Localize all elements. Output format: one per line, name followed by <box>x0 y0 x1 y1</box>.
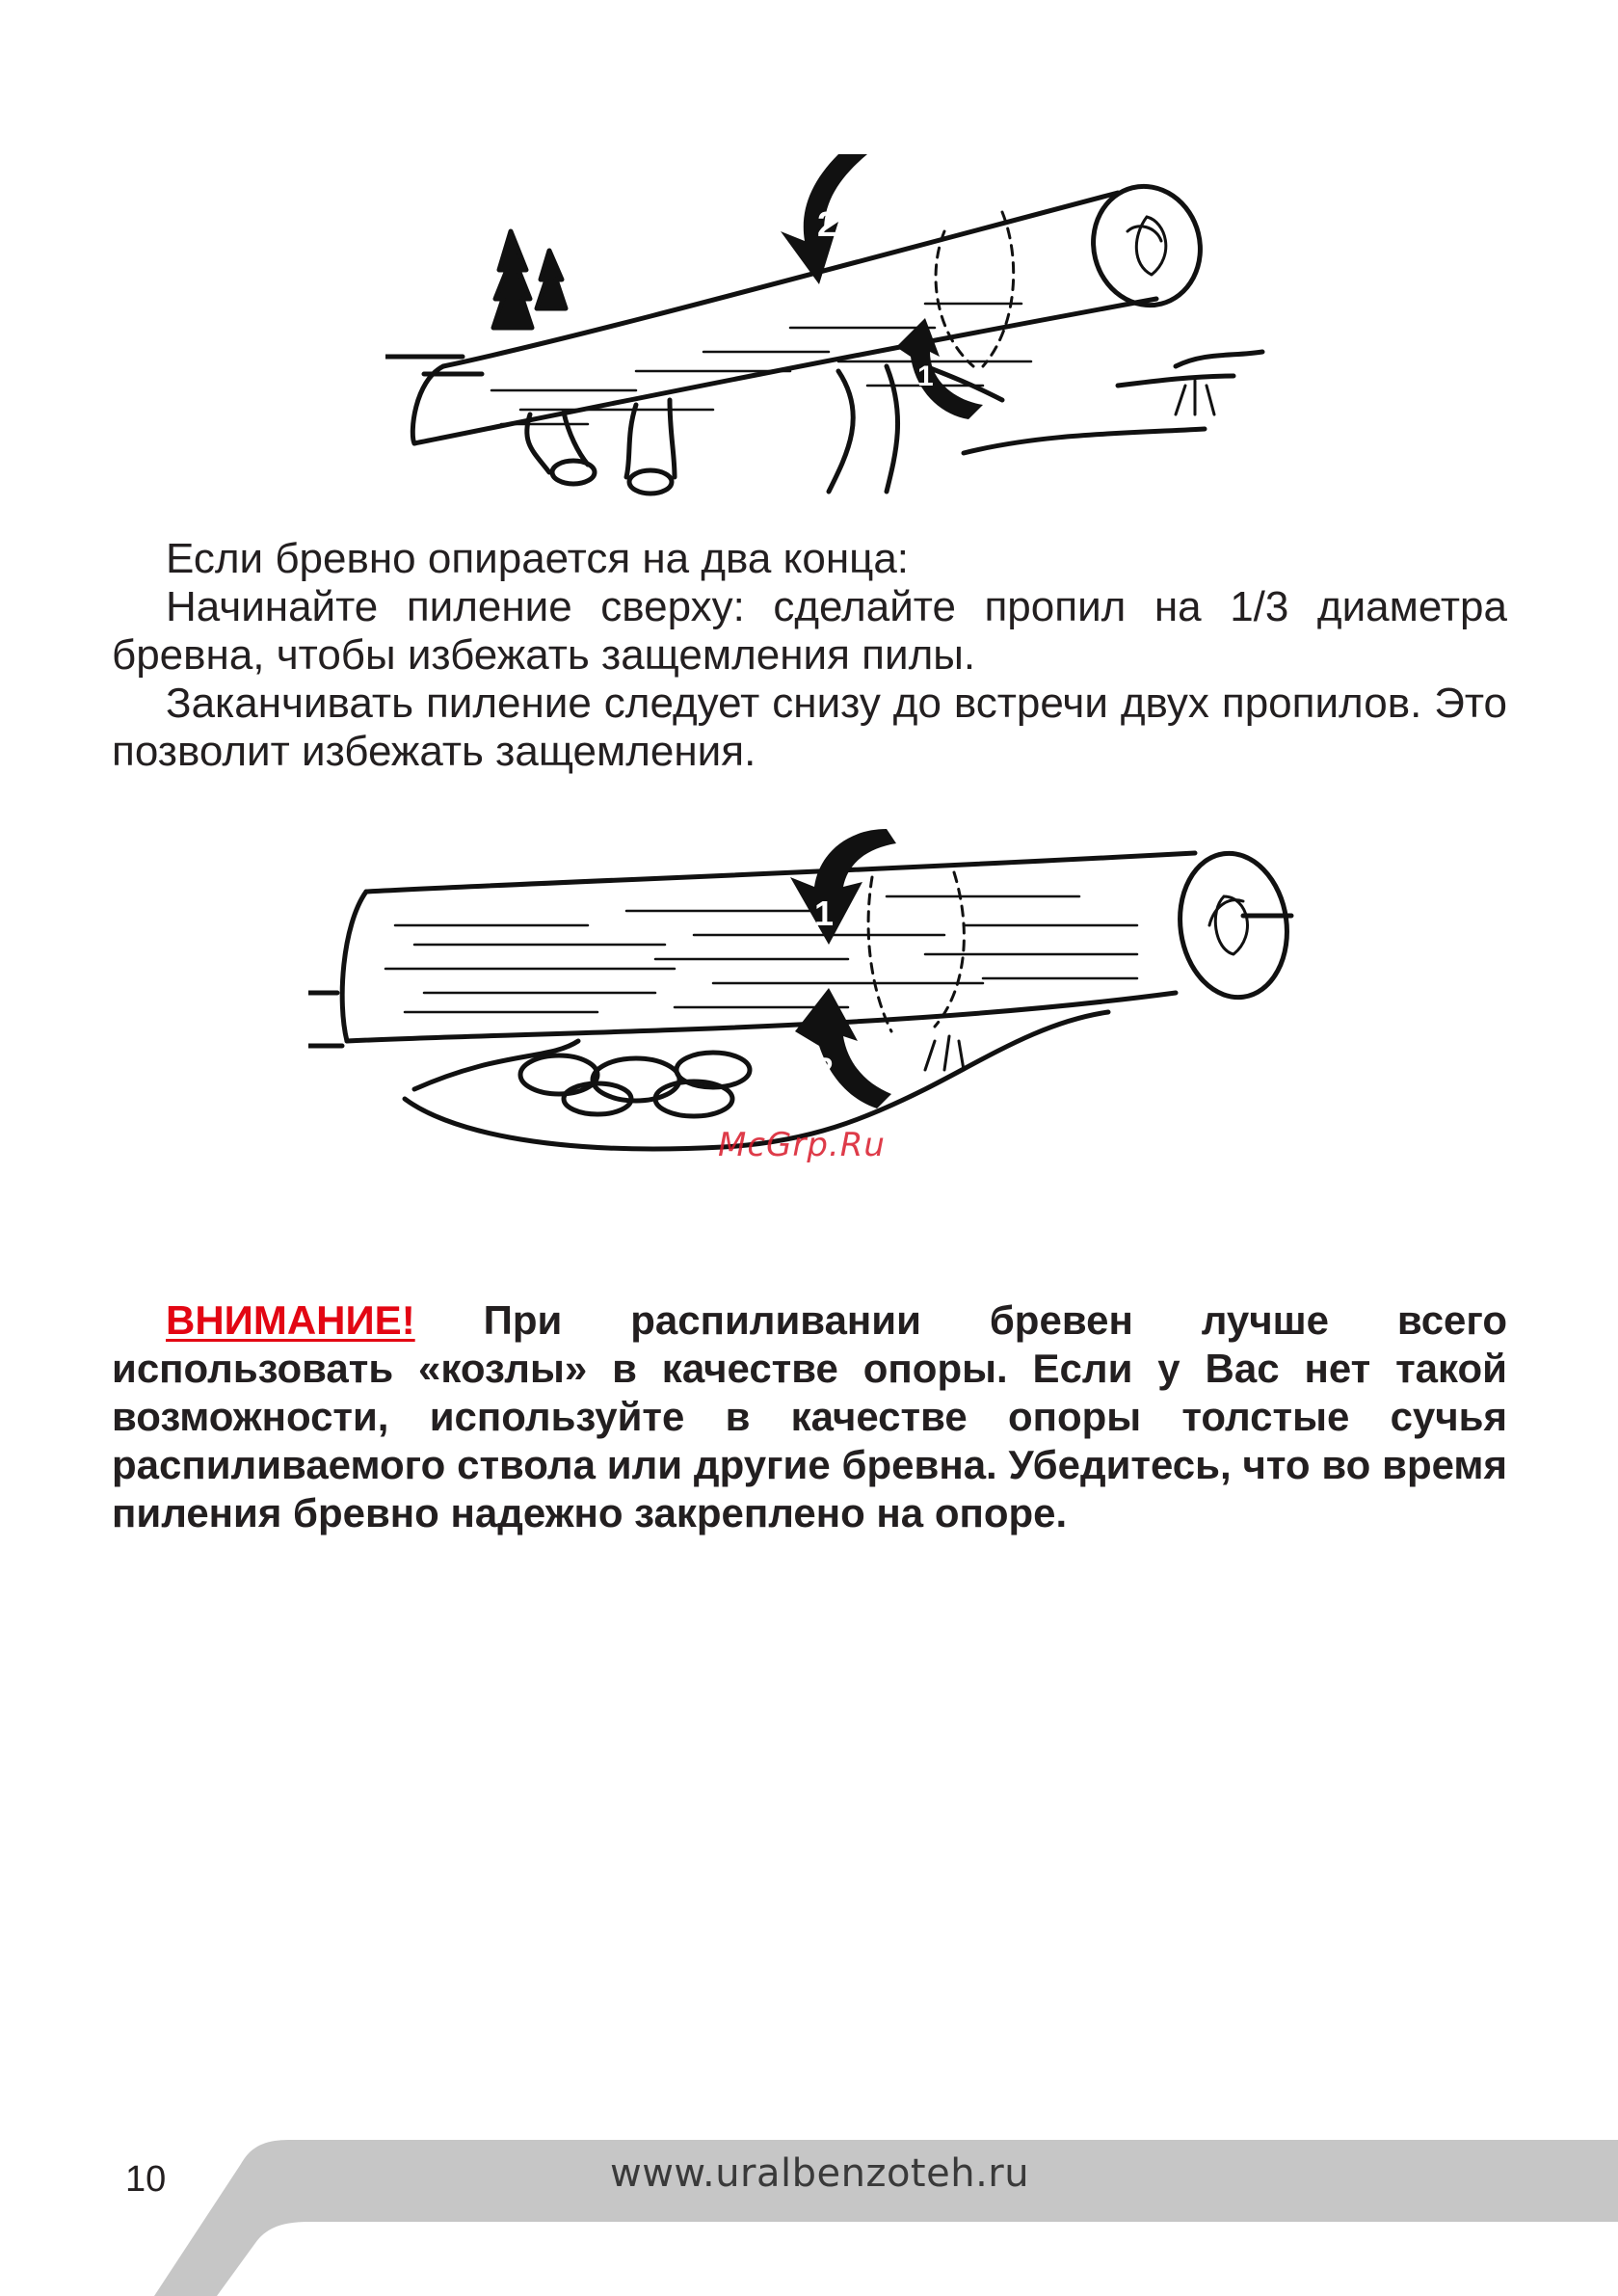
log-on-branches-illustration <box>385 125 1301 501</box>
paragraph-finish-cut: Заканчивать пиление следует снизу до встречи двух пропилов. Это позволит избежать защемления. <box>112 680 1507 775</box>
paragraph-two-ends: Если бревно опирается на два конца: <box>166 535 910 582</box>
warning-text: При распиливании бревен лучше всего использовать «козлы» в качестве опоры. Если у Вас нет такой возможности, используйте в качестве опоры толстые сучья распиливаемого ствола или другие бревна. Убедитесь, что во время пиления бревно надежно закреплено на опоре. <box>112 1297 1508 1535</box>
arrow-bottom-number: 1 <box>917 360 934 392</box>
arrow-top-number: 2 <box>817 204 837 244</box>
warning-label: ВНИМАНИЕ! <box>166 1297 415 1343</box>
arrow-bottom-number: 2 <box>816 1052 834 1086</box>
instructions-text <box>112 535 1507 776</box>
arrow-down-icon <box>790 829 896 945</box>
page-number: 10 <box>125 2159 167 2200</box>
paragraph-start-cut: Начинайте пиление сверху: сделайте пропил на 1/3 диаметра бревна, чтобы избежать защемления пилы. <box>112 583 1507 679</box>
footer-url: www.uralbenzoteh.ru <box>610 2151 1030 2196</box>
arrow-top-number: 1 <box>814 894 835 933</box>
watermark: McGrp.Ru <box>718 1126 886 1164</box>
warning-block <box>112 1296 1507 1537</box>
